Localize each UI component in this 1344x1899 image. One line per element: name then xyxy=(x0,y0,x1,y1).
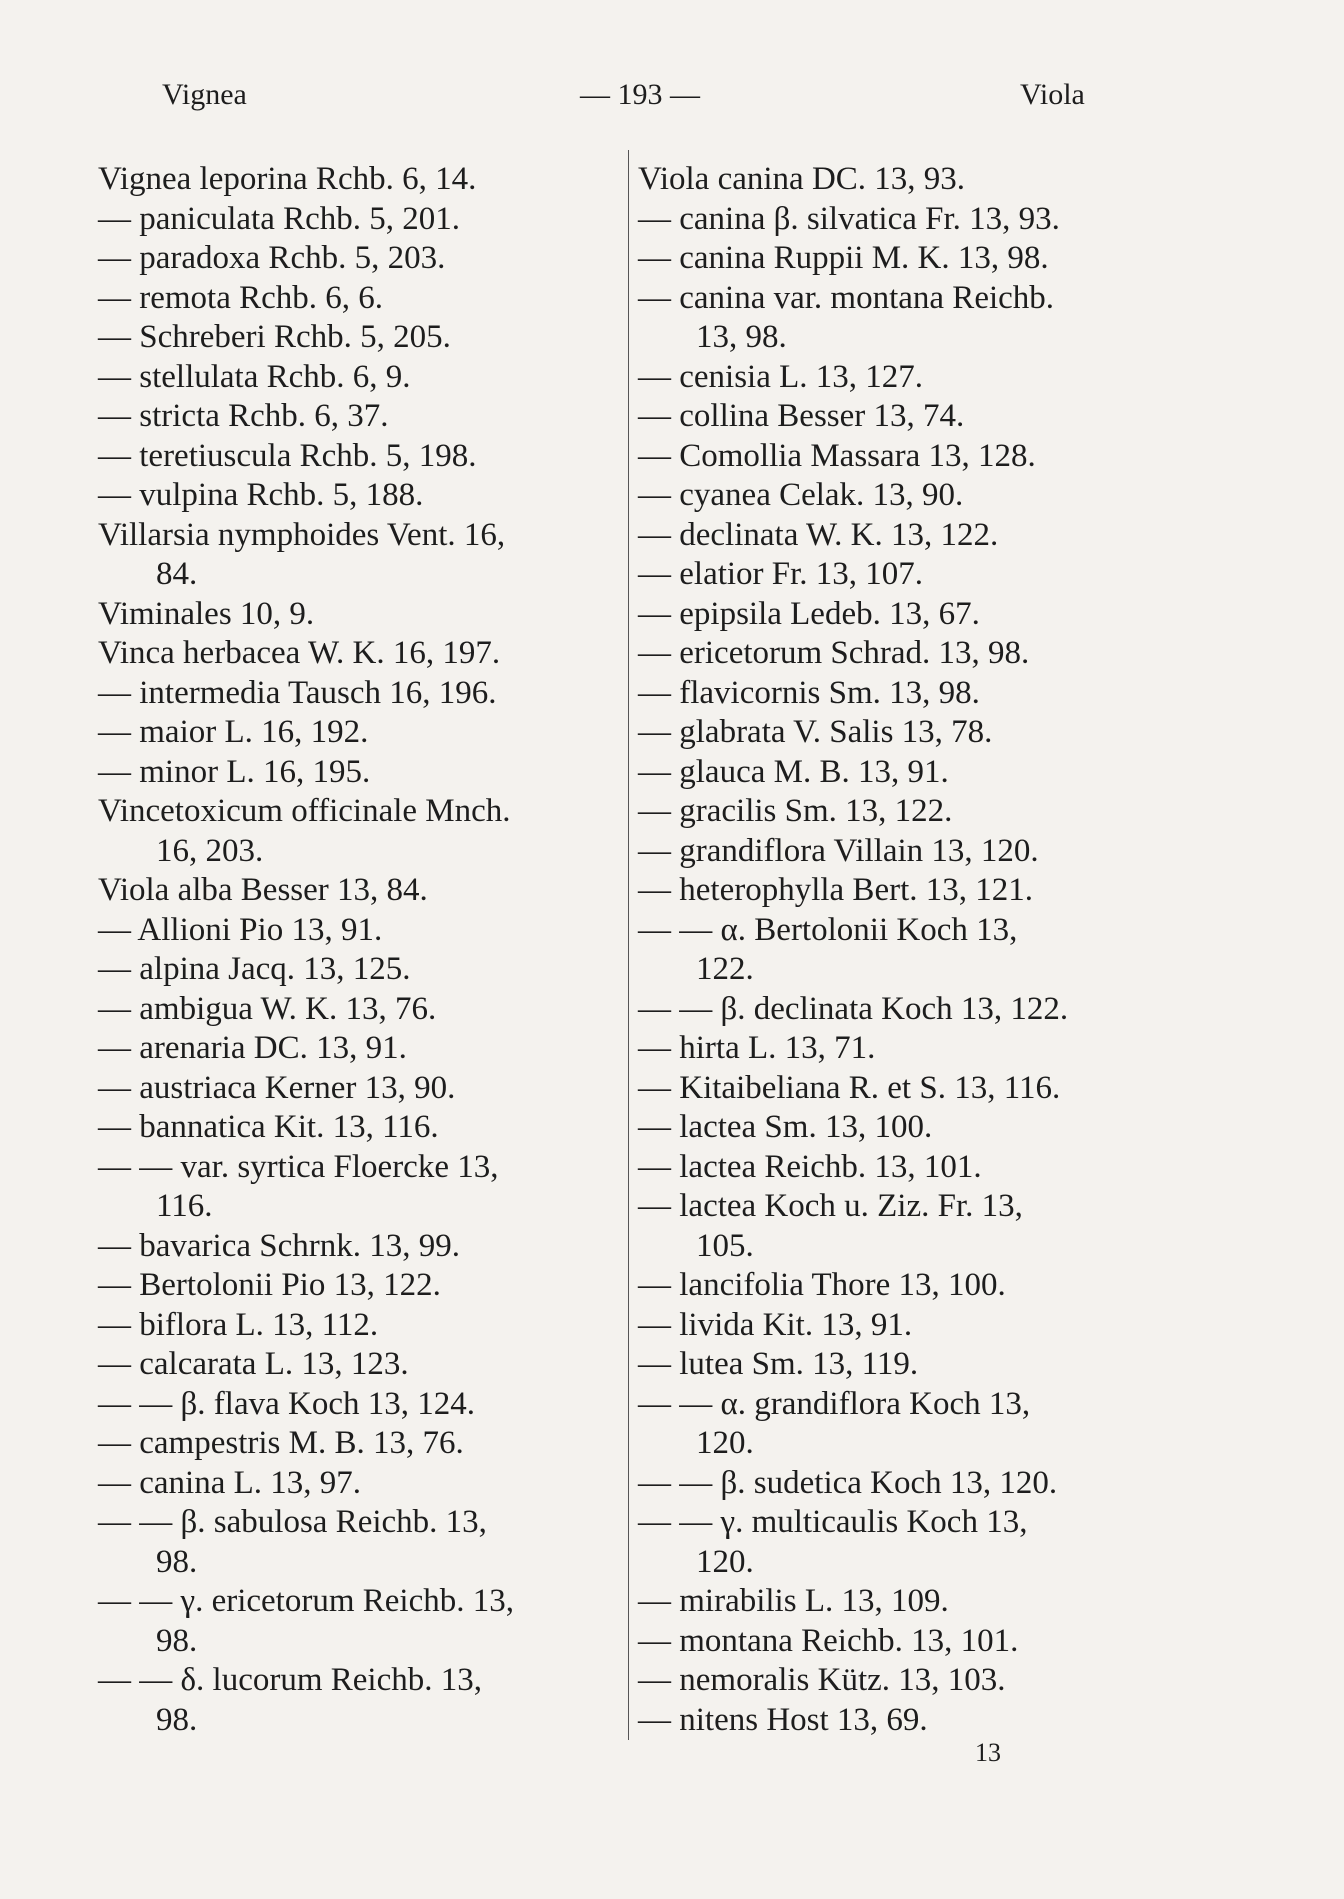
index-entry: — maior L. 16, 192. xyxy=(98,714,369,750)
index-entry: — — var. syrtica Floercke 13, xyxy=(98,1148,499,1185)
index-entry: Villarsia nymphoides Vent. 16, xyxy=(98,516,506,553)
index-entry: Vinca herbacea W. K. 16, 197. xyxy=(98,635,501,671)
index-entry: — nemoralis Kütz. 13, 103. xyxy=(638,1662,1006,1698)
index-entry: — mirabilis L. 13, 109. xyxy=(638,1583,949,1619)
index-entry: — declinata W. K. 13, 122. xyxy=(638,516,999,553)
index-entry: 98. xyxy=(156,1622,198,1659)
index-entry: — canina Ruppii M. K. 13, 98. xyxy=(638,240,1049,276)
index-entry: — stricta Rchb. 6, 37. xyxy=(98,398,389,434)
index-entry: — lancifolia Thore 13, 100. xyxy=(638,1267,1006,1303)
index-entry: — canina L. 13, 97. xyxy=(98,1464,362,1501)
index-entry: — — γ. multicaulis Koch 13, xyxy=(638,1504,1028,1540)
index-entry: — — β. sudetica Koch 13, 120. xyxy=(638,1464,1058,1501)
index-entry: — livida Kit. 13, 91. xyxy=(638,1306,913,1343)
index-entry: — — δ. lucorum Reichb. 13, xyxy=(98,1662,482,1698)
index-entry: — ambigua W. K. 13, 76. xyxy=(98,990,437,1027)
index-entry: — Bertolonii Pio 13, 122. xyxy=(98,1267,441,1303)
index-entry: — — β. sabulosa Reichb. 13, xyxy=(98,1504,487,1540)
index-entry: — montana Reichb. 13, 101. xyxy=(638,1622,1019,1659)
index-entry: — glabrata V. Salis 13, 78. xyxy=(638,714,993,750)
index-entry: — elatior Fr. 13, 107. xyxy=(638,556,924,592)
index-entry: — — α. Bertolonii Koch 13, xyxy=(638,911,1018,948)
index-entry: — biflora L. 13, 112. xyxy=(98,1306,379,1343)
index-entry: — Allioni Pio 13, 91. xyxy=(98,911,383,948)
index-entry: — cenisia L. 13, 127. xyxy=(638,358,924,395)
index-entry: Viola canina DC. 13, 93. xyxy=(638,161,966,197)
index-entry: — intermedia Tausch 16, 196. xyxy=(98,674,497,711)
index-entry: — bavarica Schrnk. 13, 99. xyxy=(98,1227,460,1264)
index-entry: — gracilis Sm. 13, 122. xyxy=(638,793,953,829)
right-column xyxy=(638,160,1168,1740)
column-divider xyxy=(628,150,629,1740)
index-entry: — Schreberi Rchb. 5, 205. xyxy=(98,319,451,355)
index-entry: 116. xyxy=(156,1188,213,1224)
index-entry: — canina β. silvatica Fr. 13, 93. xyxy=(638,200,1060,237)
index-entry: — teretiuscula Rchb. 5, 198. xyxy=(98,437,477,474)
index-entry: 16, 203. xyxy=(156,832,264,869)
index-entry: — canina var. montana Reichb. xyxy=(638,279,1055,316)
index-entry: — collina Besser 13, 74. xyxy=(638,398,965,434)
index-entry: — — α. grandiflora Koch 13, xyxy=(638,1385,1031,1422)
index-entry: — stellulata Rchb. 6, 9. xyxy=(98,358,411,395)
index-entry: — — β. declinata Koch 13, 122. xyxy=(638,990,1069,1027)
index-entry: 120. xyxy=(696,1425,754,1461)
index-entry: — Comollia Massara 13, 128. xyxy=(638,437,1036,474)
running-head-right: Viola xyxy=(1020,78,1085,111)
index-entry: — heterophylla Bert. 13, 121. xyxy=(638,872,1034,908)
index-entry: Vignea leporina Rchb. 6, 14. xyxy=(98,161,477,197)
index-entry: — nitens Host 13, 69. xyxy=(638,1701,928,1738)
index-entry: — austriaca Kerner 13, 90. xyxy=(98,1069,456,1106)
index-entry: — Kitaibeliana R. et S. 13, 116. xyxy=(638,1069,1061,1106)
index-entry: — — β. flava Koch 13, 124. xyxy=(98,1385,475,1422)
index-entry: 13, 98. xyxy=(696,319,787,355)
index-entry: 120. xyxy=(696,1543,754,1580)
index-entry: — bannatica Kit. 13, 116. xyxy=(98,1109,439,1145)
index-entry: — ericetorum Schrad. 13, 98. xyxy=(638,635,1030,671)
index-entry: — lactea Koch u. Ziz. Fr. 13, xyxy=(638,1188,1023,1224)
index-entry: — campestris M. B. 13, 76. xyxy=(98,1425,464,1461)
left-column xyxy=(98,160,618,1740)
index-entry: — grandiflora Villain 13, 120. xyxy=(638,832,1039,869)
index-entry: — glauca M. B. 13, 91. xyxy=(638,753,949,790)
index-entry: 122. xyxy=(696,951,754,987)
index-entry: — cyanea Celak. 13, 90. xyxy=(638,477,964,513)
index-entry: Viminales 10, 9. xyxy=(98,595,315,632)
index-entry: — paradoxa Rchb. 5, 203. xyxy=(98,240,446,276)
index-entry: — hirta L. 13, 71. xyxy=(638,1030,876,1066)
index-entry: — vulpina Rchb. 5, 188. xyxy=(98,477,424,513)
index-entry: — lactea Reichb. 13, 101. xyxy=(638,1148,982,1185)
running-head-left: Vignea xyxy=(162,78,247,111)
index-entry: — flavicornis Sm. 13, 98. xyxy=(638,674,980,711)
index-entry: 84. xyxy=(156,556,198,592)
index-entry: — minor L. 16, 195. xyxy=(98,753,371,790)
index-entry: 98. xyxy=(156,1701,198,1738)
signature-mark: 13 xyxy=(975,1738,1001,1767)
index-entry: — arenaria DC. 13, 91. xyxy=(98,1030,407,1066)
index-entry: — remota Rchb. 6, 6. xyxy=(98,279,384,316)
page-number: — 193 — xyxy=(580,78,700,111)
index-entry: Viola alba Besser 13, 84. xyxy=(98,872,428,908)
index-entry: — lutea Sm. 13, 119. xyxy=(638,1346,919,1382)
index-entry: — paniculata Rchb. 5, 201. xyxy=(98,200,461,237)
index-entry: — calcarata L. 13, 123. xyxy=(98,1346,409,1382)
index-entry: Vincetoxicum officinale Mnch. xyxy=(98,793,511,829)
index-entry: — lactea Sm. 13, 100. xyxy=(638,1109,933,1145)
index-entry: 105. xyxy=(696,1227,754,1264)
index-entry: — alpina Jacq. 13, 125. xyxy=(98,951,411,987)
index-entry: 98. xyxy=(156,1543,198,1580)
index-entry: — epipsila Ledeb. 13, 67. xyxy=(638,595,980,632)
index-entry: — — γ. ericetorum Reichb. 13, xyxy=(98,1583,514,1619)
